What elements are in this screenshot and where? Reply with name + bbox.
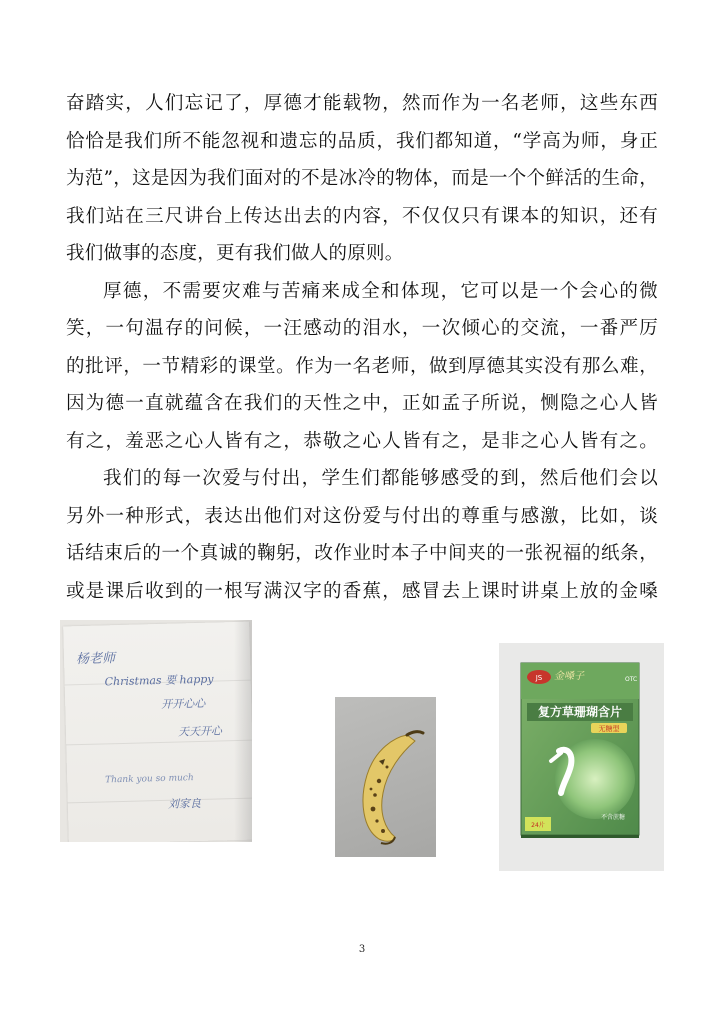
- text-line: 奋踏实，人们忘记了，厚德才能载物，然而作为一名老师，这些东西: [66, 93, 658, 114]
- fold-line: [68, 798, 252, 804]
- text-line: 我们站在三尺讲台上传达出去的内容，不仅仅只有课本的知识，还有: [66, 205, 658, 227]
- text-line: 话结束后的一个真诚的鞠躬，改作业时本子中间夹的一张祝福的纸条，: [66, 543, 658, 564]
- handwriting-line: 天天开心: [177, 724, 223, 739]
- text-line: 我们的每一次爱与付出，学生们都能够感受的到，然后他们会以: [103, 468, 658, 489]
- text-line: 我们做事的态度，更有我们做人的原则。: [66, 243, 404, 264]
- banana-illustration: [335, 697, 436, 857]
- handwriting-line: 开开心心: [161, 696, 206, 711]
- fold-line: [66, 740, 252, 746]
- medicine-box-illustration: [499, 643, 664, 871]
- brand-text: 金嗓子: [554, 671, 584, 682]
- photo-banana: [335, 697, 436, 857]
- note-paper: [63, 622, 252, 842]
- paragraph-2: [66, 273, 658, 461]
- paragraph-1: [66, 85, 658, 273]
- text-line: 另外一种形式，表达出他们对这份爱与付出的尊重与感激，比如，谈: [66, 505, 658, 527]
- text-line: 因为德一直就蕴含在我们的天性之中，正如孟子所说，恻隐之心人皆: [66, 393, 658, 414]
- svg-text:OTC: OTC: [625, 676, 638, 683]
- page-number: 3: [358, 944, 366, 955]
- text-line: 或是课后收到的一根写满汉字的香蕉，感冒去上课时讲桌上放的金嗓: [66, 580, 658, 602]
- text-line: 为范”，这是因为我们面对的不是冰冷的物体，而是一个个鲜活的生命，: [66, 168, 658, 189]
- svg-text:无糖型: 无糖型: [598, 725, 620, 733]
- paragraph-3: [66, 460, 658, 610]
- svg-text:复方草珊瑚含片: 复方草珊瑚含片: [537, 705, 623, 719]
- photo-shadow: [234, 620, 252, 842]
- svg-text:24片: 24片: [531, 822, 545, 829]
- svg-text:不含蔗糖: 不含蔗糖: [600, 814, 626, 821]
- body-text: [66, 85, 658, 610]
- svg-text:JS: JS: [535, 674, 543, 682]
- photo-handwritten-note: [60, 620, 252, 842]
- photo-medicine-box: [499, 643, 664, 871]
- text-line: 厚德，不需要灾难与苦痛来成全和体现，它可以是一个会心的微: [103, 280, 658, 302]
- text-line: 有之，羞恶之心人皆有之，恭敬之心人皆有之，是非之心人皆有之。: [66, 430, 658, 452]
- text-line: 笑，一句温存的问候，一汪感动的泪水，一次倾心的交流，一番严厉: [66, 318, 658, 339]
- text-line: 恰恰是我们所不能忽视和遗忘的品质，我们都知道，“学高为师，身正: [66, 130, 658, 152]
- handwriting-line: 杨老师: [75, 651, 116, 668]
- handwriting-line: Thank you so much: [105, 773, 194, 786]
- handwriting-line: Christmas 要 happy: [104, 672, 214, 689]
- handwriting-line: 刘家良: [167, 796, 202, 811]
- text-line: 的批评，一节精彩的课堂。作为一名老师，做到厚德其实没有那么难，: [66, 355, 658, 377]
